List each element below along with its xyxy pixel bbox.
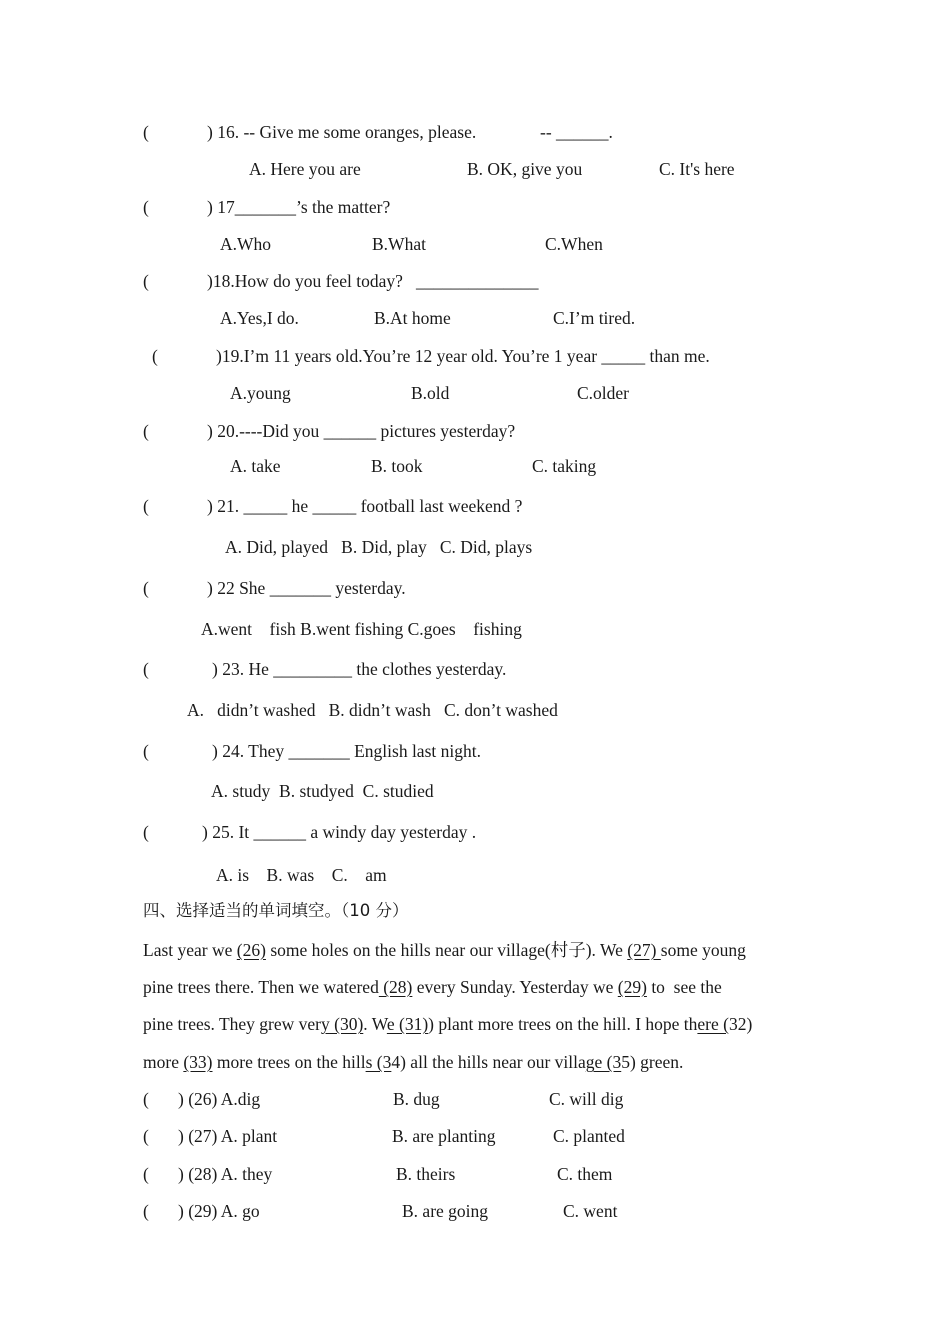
passage-line-2: pine trees there. Then we watered (28) every Sunday. Yesterday we (29) to see the (143, 977, 722, 997)
item-27-paren: ( (143, 1126, 149, 1146)
q17-option-b: B.What (372, 234, 426, 254)
q16-option-a: A. Here you are (249, 159, 361, 179)
q19-paren: ( (152, 346, 158, 366)
q24-paren: ( (143, 741, 149, 761)
q16-reply: -- ______. (540, 122, 613, 142)
q18-option-b: B.At home (374, 308, 451, 328)
passage-line-4: more (33) more trees on the hills (34) all the hills near our village (35) green. (143, 1052, 684, 1072)
q16-stem: ) 16. -- Give me some oranges, please. (207, 122, 477, 142)
q20-option-a: A. take (230, 456, 281, 476)
item-27-option-b: B. are planting (392, 1126, 496, 1146)
item-29-option-c: C. went (563, 1201, 618, 1221)
q23-stem: ) 23. He _________ the clothes yesterday. (212, 659, 507, 679)
item-28-option-c: C. them (557, 1164, 613, 1184)
q21-options: A. Did, played B. Did, play C. Did, plays (225, 537, 533, 557)
item-29-option-a: ) (29) A. go (178, 1201, 260, 1221)
q19-option-c: C.older (577, 383, 630, 403)
q23-options: A. didn’t washed B. didn’t wash C. don’t washed (187, 700, 558, 720)
q21-stem: ) 21. _____ he _____ football last weekend ? (207, 496, 523, 516)
q16-option-c: C. It's here (659, 159, 735, 179)
q22-options: A.went fish B.went fishing C.goes fishing (201, 619, 522, 639)
passage-line-3: pine trees. They grew very (30). We (31)) plant more trees on the hill. I hope there (32) (143, 1014, 753, 1034)
item-26-option-b: B. dug (393, 1089, 440, 1109)
q19-option-b: B.old (411, 383, 450, 403)
q22-paren: ( (143, 578, 149, 598)
q20-option-c: C. taking (532, 456, 597, 476)
q18-paren: ( (143, 271, 149, 291)
q21-paren: ( (143, 496, 149, 516)
q23-paren: ( (143, 659, 149, 679)
item-27-option-c: C. planted (553, 1126, 625, 1146)
passage-line-1: Last year we (26) some holes on the hills near our village(村子). We (27) some young (143, 940, 746, 960)
q24-options: A. study B. studyed C. studied (211, 781, 434, 801)
q17-option-c: C.When (545, 234, 603, 254)
q16-option-b: B. OK, give you (467, 159, 583, 179)
q25-stem: ) 25. It ______ a windy day yesterday . (202, 822, 477, 842)
section-heading: 四、选择适当的单词填空。（10 分） (143, 901, 409, 920)
item-28-option-a: ) (28) A. they (178, 1164, 273, 1184)
q17-option-a: A.Who (220, 234, 272, 254)
item-29-paren: ( (143, 1201, 149, 1221)
q19-option-a: A.young (230, 383, 291, 403)
q25-options: A. is B. was C. am (216, 865, 387, 885)
q20-stem: ) 20.----Did you ______ pictures yesterday? (207, 421, 516, 441)
q19-stem: )19.I’m 11 years old.You’re 12 year old. You’re 1 year _____ than me. (216, 346, 710, 366)
q25-paren: ( (143, 822, 149, 842)
item-28-paren: ( (143, 1164, 149, 1184)
q16-paren: ( (143, 122, 149, 142)
q20-paren: ( (143, 421, 149, 441)
item-28-option-b: B. theirs (396, 1164, 456, 1184)
item-29-option-b: B. are going (402, 1201, 489, 1221)
q17-stem: ) 17_______’s the matter? (207, 197, 391, 217)
q18-stem: )18.How do you feel today? ______________ (207, 271, 539, 291)
q18-option-c: C.I’m tired. (553, 308, 636, 328)
q24-stem: ) 24. They _______ English last night. (212, 741, 481, 761)
item-26-option-c: C. will dig (549, 1089, 624, 1109)
item-26-option-a: ) (26) A.dig (178, 1089, 261, 1109)
q22-stem: ) 22 She _______ yesterday. (207, 578, 406, 598)
item-27-option-a: ) (27) A. plant (178, 1126, 278, 1146)
q17-paren: ( (143, 197, 149, 217)
item-26-paren: ( (143, 1089, 149, 1109)
q18-option-a: A.Yes,I do. (220, 308, 299, 328)
q20-option-b: B. took (371, 456, 423, 476)
